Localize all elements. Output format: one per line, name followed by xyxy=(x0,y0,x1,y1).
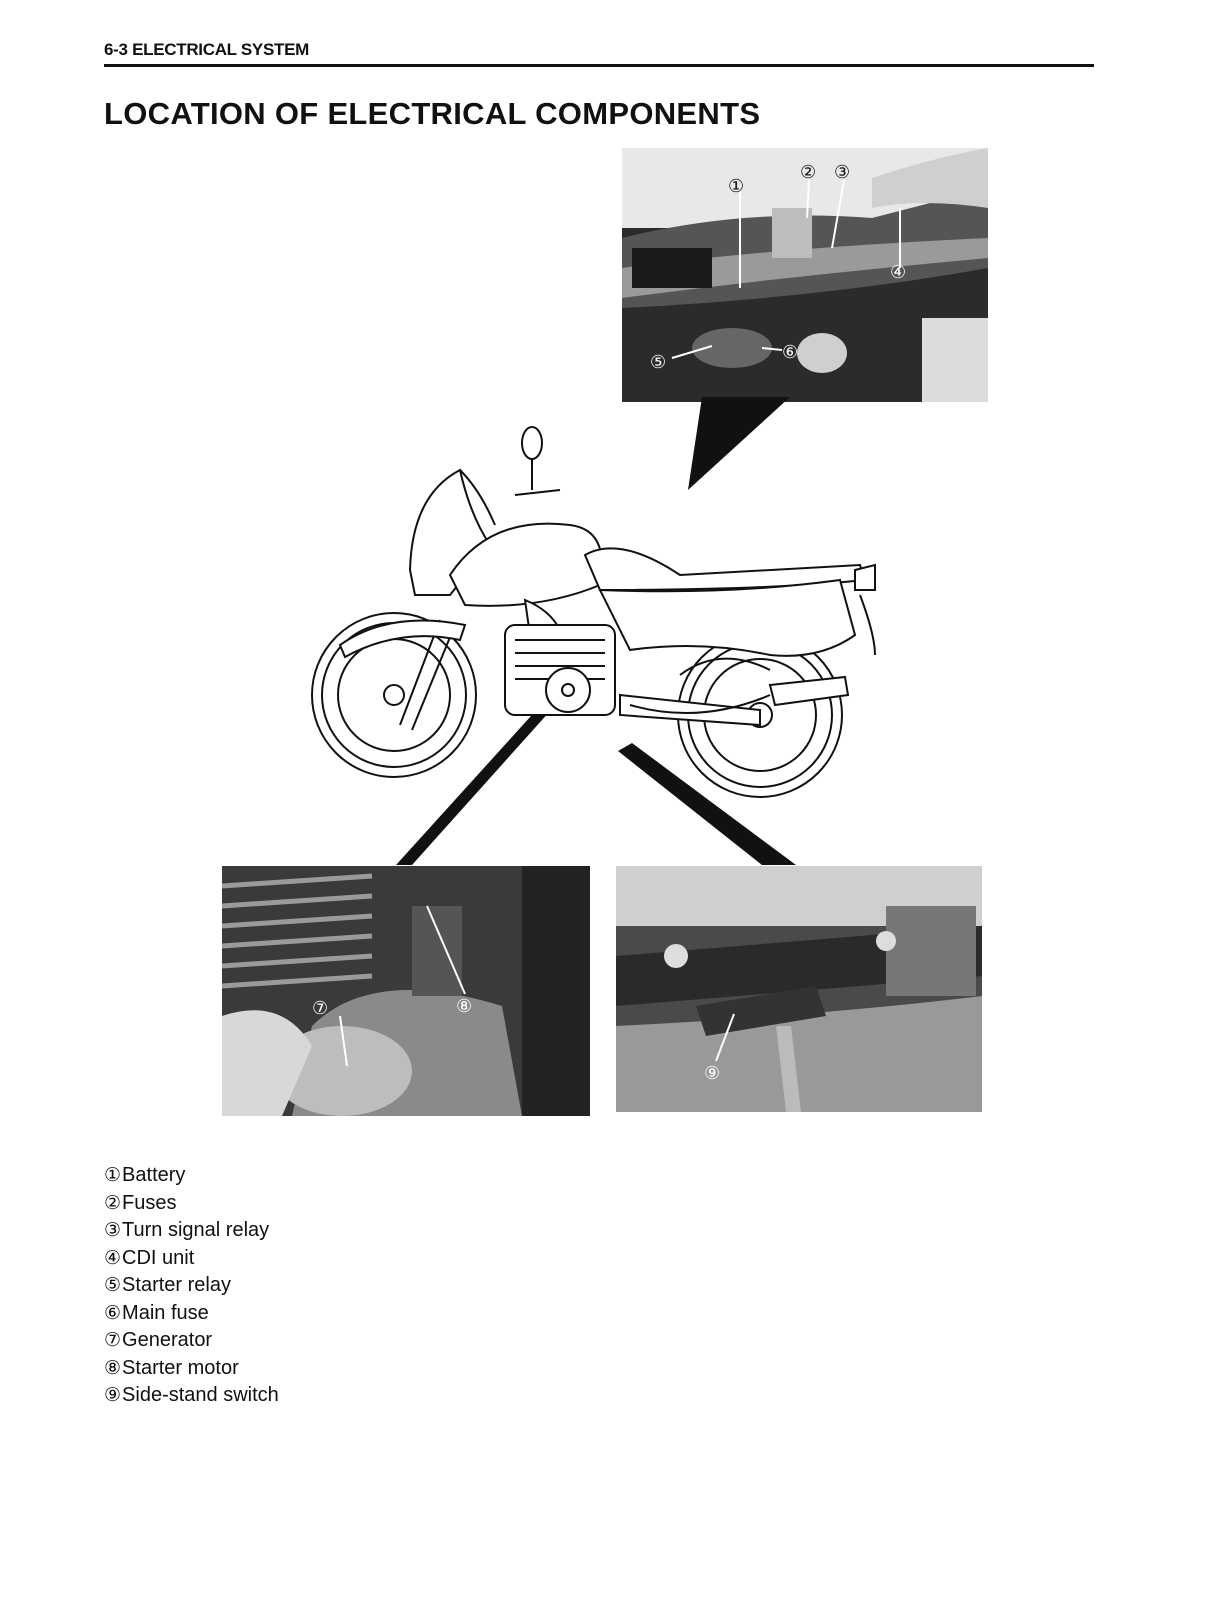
callout-2: ② xyxy=(800,162,817,183)
callout-5: ⑤ xyxy=(650,352,667,373)
legend-item-starter-relay xyxy=(104,1272,279,1300)
legend-item-turn-signal-relay xyxy=(104,1217,279,1245)
section-header: 6-3 ELECTRICAL SYSTEM xyxy=(104,40,309,59)
legend-number: ⑨ xyxy=(104,1384,122,1406)
photo-under-seat xyxy=(622,148,988,402)
legend-item-starter-motor xyxy=(104,1355,279,1383)
legend-label: Starter motor xyxy=(122,1356,239,1379)
callout-3: ③ xyxy=(834,162,851,183)
callout-7: ⑦ xyxy=(312,998,329,1019)
legend-number: ① xyxy=(104,1164,122,1186)
legend-label: Fuses xyxy=(122,1191,177,1214)
legend-number: ③ xyxy=(104,1219,122,1241)
legend-label: Main fuse xyxy=(122,1301,209,1324)
legend-label: Battery xyxy=(122,1164,186,1186)
legend-label: Generator xyxy=(122,1329,213,1351)
legend-number: ⑥ xyxy=(104,1301,122,1324)
legend-item-cdi-unit xyxy=(104,1245,279,1273)
callout-4: ④ xyxy=(890,262,907,283)
legend-label: Starter relay xyxy=(122,1274,231,1296)
header-rule xyxy=(104,64,1094,67)
legend-number: ② xyxy=(104,1191,122,1214)
legend-label: Turn signal relay xyxy=(122,1219,270,1241)
legend-label: Side-stand switch xyxy=(122,1384,279,1406)
legend-item-main-fuse xyxy=(104,1300,279,1328)
legend-item-battery xyxy=(104,1162,279,1190)
legend-item-side-stand-switch xyxy=(104,1382,279,1410)
legend-label: CDI unit xyxy=(122,1246,195,1269)
component-legend xyxy=(104,1162,279,1410)
legend-number: ⑤ xyxy=(104,1274,122,1296)
legend-number: ⑧ xyxy=(104,1356,122,1379)
legend-number: ④ xyxy=(104,1246,122,1269)
motorcycle-illustration xyxy=(300,395,900,875)
callout-9: ⑨ xyxy=(704,1063,721,1084)
callout-1: ① xyxy=(728,176,745,197)
page-title: LOCATION OF ELECTRICAL COMPONENTS xyxy=(104,96,761,131)
legend-item-generator xyxy=(104,1327,279,1355)
callout-8: ⑧ xyxy=(456,996,473,1017)
legend-item-fuses xyxy=(104,1190,279,1218)
callout-6: ⑥ xyxy=(782,342,799,363)
photo-engine-left xyxy=(222,866,590,1116)
photo-side-stand xyxy=(616,866,982,1112)
legend-number: ⑦ xyxy=(104,1329,122,1351)
